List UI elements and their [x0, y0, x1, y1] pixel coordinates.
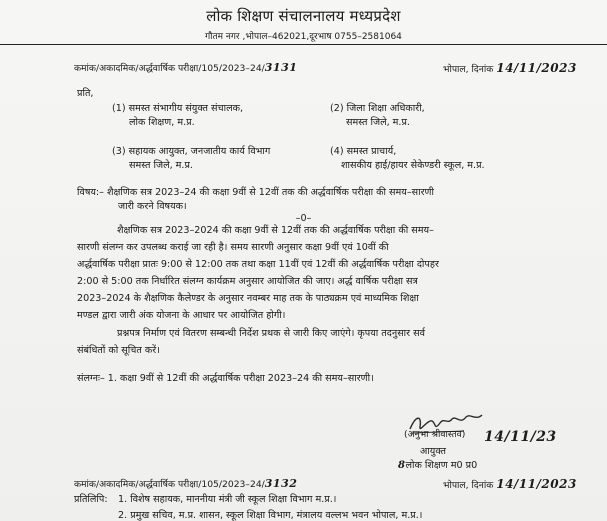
- copy-2: 2. प्रमुख सचिव, म.प्र. शासन, स्कूल शिक्षा विभाग, मंत्रालय वल्लभ भवन भोपाल, म.प्र.।: [118, 510, 423, 521]
- reference-prefix-2: कमांक/अकादमिक/अर्द्धवार्षिक परीक्षा/105/2023–24/: [74, 479, 265, 490]
- body-paragraph-2: [77, 325, 583, 359]
- reference-line-2: [74, 477, 297, 490]
- date-line-1: [443, 61, 577, 75]
- department-address: गौतम नगर ,भोपाल–462021,दूरभाष 0755–2581064: [205, 32, 402, 42]
- recipient-4-line-2: शासकीय हाई/हायर सेकेण्डरी स्कूल, म.प्र.: [341, 160, 485, 171]
- reference-prefix: कमांक/अकादमिक/अर्द्धवार्षिक परीक्षा/105/2023–24/: [74, 63, 265, 74]
- recipient-2-line-1: (2) जिला शिक्षा अधिकारी,: [330, 103, 425, 114]
- enclosure-line: संलग्नः– 1. कक्षा 9वीं से 12वीं की अर्द्धवार्षिक परीक्षा 2023–24 की समय–सारणी।: [77, 373, 374, 384]
- reference-number: 3131: [264, 61, 298, 74]
- separator: –0–: [295, 213, 312, 224]
- paragraph-line: 2:00 से 5:00 तक निर्धारित संलग्न कार्यक्रम अनुसार आयोजित की जाए। अर्द्ध वार्षिक परीक्षा सत्र: [77, 276, 418, 287]
- department-title: लोक शिक्षण संचालनालय मध्यप्रदेश: [206, 7, 401, 25]
- recipient-1-line-1: (1) समस्त संभागीय संयुक्त संचालक,: [112, 103, 244, 114]
- paragraph-line: प्रश्नपत्र निर्माण एवं वितरण सम्बन्धी निर्देश प्रथक से जारी किए जाएंगे। कृपया तदनुसार सर्व: [117, 328, 425, 339]
- subject-line-2: जारी करने विषयक।: [118, 201, 187, 212]
- reference-number-2: 3132: [264, 477, 298, 490]
- paragraph-line: अर्द्धवार्षिक परीक्षा प्रातः 9:00 से 12:00 तक तथा कक्षा 11वीं एवं 12वीं की अर्द्धवार्षिक परीक्षा दोपहर: [77, 259, 439, 270]
- recipient-4-line-1: (4) समस्त प्राचार्य,: [330, 146, 397, 157]
- copy-1: 1. विशेष सहायक, माननीया मंत्री जी स्कूल शिक्षा विभाग म.प्र.।: [118, 494, 337, 505]
- handwritten-date-2: 14/11/2023: [496, 477, 577, 491]
- prati-label: प्रति,: [77, 88, 94, 99]
- signatory-name: (अनुभा श्रीवास्तव): [404, 429, 466, 440]
- office-name: लोक शिक्षण म0 प्र0: [405, 460, 478, 471]
- handwritten-date: 14/11/2023: [496, 61, 577, 75]
- signatory-office: [398, 458, 477, 471]
- recipient-2-line-2: समस्त जिले, म.प्र.: [346, 117, 410, 128]
- recipient-3-line-2: समस्त जिले, म.प्र.: [129, 160, 193, 171]
- place-date-label-2: भोपाल, दिनांक: [443, 480, 494, 491]
- paragraph-line: 2023–2024 के शैक्षणिक कैलेण्डर के अनुसार नवम्बर माह तक के पाठ्यक्रम एवं माध्यमिक शिक्षा: [77, 293, 419, 304]
- recipient-1-line-2: लोक शिक्षण, म.प्र.: [129, 117, 195, 128]
- paragraph-line: शैक्षणिक सत्र 2023–2024 की कक्षा 9वीं से 12वीं तक की अर्द्धवार्षिक परीक्षा की समय–: [117, 225, 434, 236]
- header-divider: [0, 44, 607, 45]
- paragraph-line: संबंधितों को सूचित करें।: [77, 345, 160, 356]
- subject-line-1: विषय:– शैक्षणिक सत्र 2023–24 की कक्षा 9वीं से 12वीं तक की अर्द्धवार्षिक परीक्षा की समय–सारणी: [77, 187, 434, 198]
- date-line-2: [443, 477, 577, 491]
- paragraph-line: सारणी संलग्न कर उपलब्ध कराई जा रही है। समय सारणी अनुसार कक्षा 9वीं एवं 10वीं की: [77, 242, 389, 253]
- paragraph-line: मण्डल द्वारा जारी अंक योजना के आधार पर आयोजित होगी।: [77, 310, 286, 321]
- signatory-designation: आयुक्त: [420, 446, 446, 457]
- copies-label: प्रतिलिपि:: [74, 494, 108, 505]
- body-paragraph-1: [77, 222, 583, 324]
- signature-date: 14/11/23: [484, 429, 557, 445]
- reference-line-1: [74, 61, 297, 74]
- place-date-label: भोपाल, दिनांक: [443, 64, 494, 75]
- office-prefix: 8: [398, 460, 406, 471]
- recipient-3-line-1: (3) सहायक आयुक्त, जनजातीय कार्य विभाग: [112, 146, 271, 157]
